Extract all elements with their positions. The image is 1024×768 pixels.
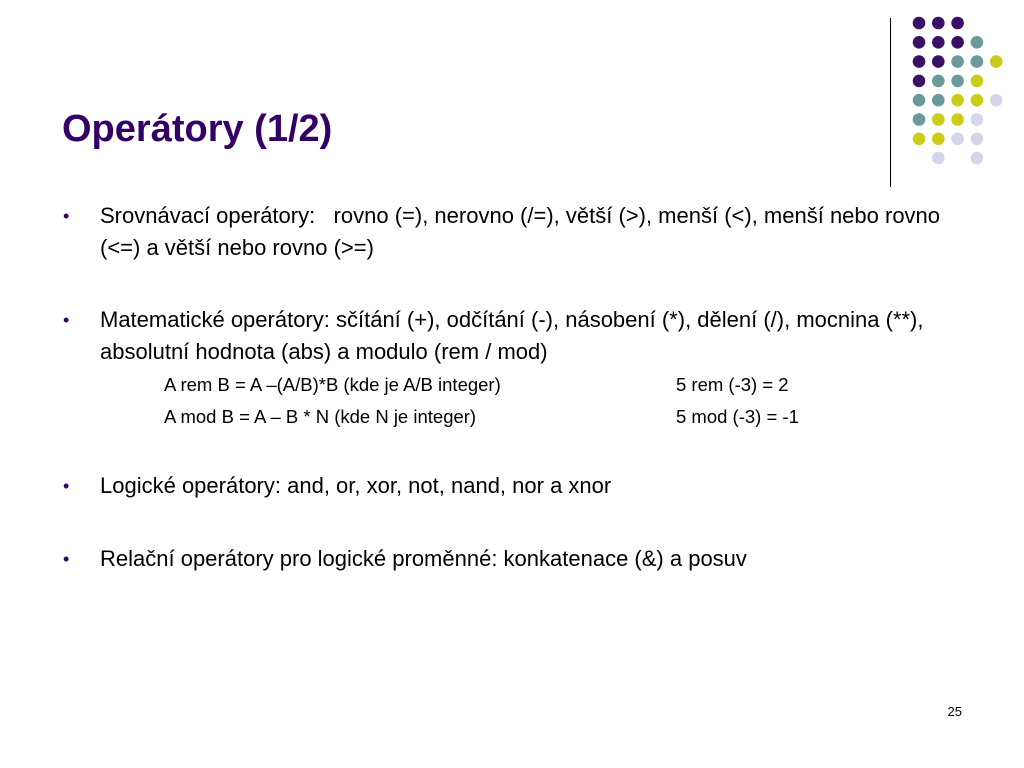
decorative-dot [971, 36, 984, 49]
slide-title: Operátory (1/2) [62, 108, 333, 150]
bullet-text: Srovnávací operátory: rovno (=), nerovno (/=), větší (>), menší (<), menší nebo rovno (<=) a větší nebo rovno (>=) [100, 203, 941, 260]
mod-definition: A mod B = A – B * N (kde N je integer) [164, 406, 477, 427]
decorative-dot [932, 36, 945, 49]
decorative-dot [932, 75, 945, 88]
decorative-dot [932, 152, 945, 165]
bullet-marker: • [63, 476, 70, 496]
bullet-marker: • [63, 310, 70, 330]
decorative-dot [913, 36, 926, 49]
bullet-text: Relační operátory pro logické proměnné: konkatenace (&) a posuv [100, 546, 747, 571]
decorative-dot [913, 113, 926, 126]
decorative-dot [932, 17, 945, 30]
rem-definition-row [164, 373, 789, 397]
decorative-dot [971, 133, 984, 146]
decorative-dot [971, 55, 984, 68]
decorative-dot-grid [0, 0, 1024, 200]
decorative-dot [951, 17, 964, 30]
title-divider-line [890, 18, 891, 187]
decorative-dot [951, 55, 964, 68]
bullet-marker: • [63, 549, 70, 569]
decorative-dot [990, 55, 1003, 68]
decorative-dot [951, 113, 964, 126]
decorative-dot [951, 94, 964, 107]
rem-definition: A rem B = A –(A/B)*B (kde je A/B integer) [164, 374, 501, 395]
decorative-dot [913, 55, 926, 68]
mod-definition-row [164, 405, 799, 429]
decorative-dot [932, 55, 945, 68]
decorative-dot [913, 133, 926, 146]
bullet-marker: • [63, 206, 70, 226]
bullet-text: Matematické operátory: sčítání (+), odčítání (-), násobení (*), dělení (/), mocnina (**), absolutní hodnota (abs) a modulo (rem / mod) [100, 307, 924, 364]
decorative-dot [971, 94, 984, 107]
decorative-dot [913, 75, 926, 88]
decorative-dot [951, 133, 964, 146]
decorative-dot [951, 75, 964, 88]
decorative-dot [913, 17, 926, 30]
decorative-dot [971, 113, 984, 126]
decorative-dot [913, 94, 926, 107]
decorative-dot [971, 75, 984, 88]
decorative-dot [951, 36, 964, 49]
mod-example: 5 mod (-3) = -1 [676, 406, 799, 427]
decorative-dot [990, 94, 1003, 107]
bullet-text: Logické operátory: and, or, xor, not, nand, nor a xnor [100, 473, 612, 498]
decorative-dot [932, 113, 945, 126]
decorative-dot [932, 133, 945, 146]
page-number: 25 [947, 704, 962, 719]
rem-example: 5 rem (-3) = 2 [676, 374, 789, 395]
decorative-dot [971, 152, 984, 165]
decorative-dot [932, 94, 945, 107]
